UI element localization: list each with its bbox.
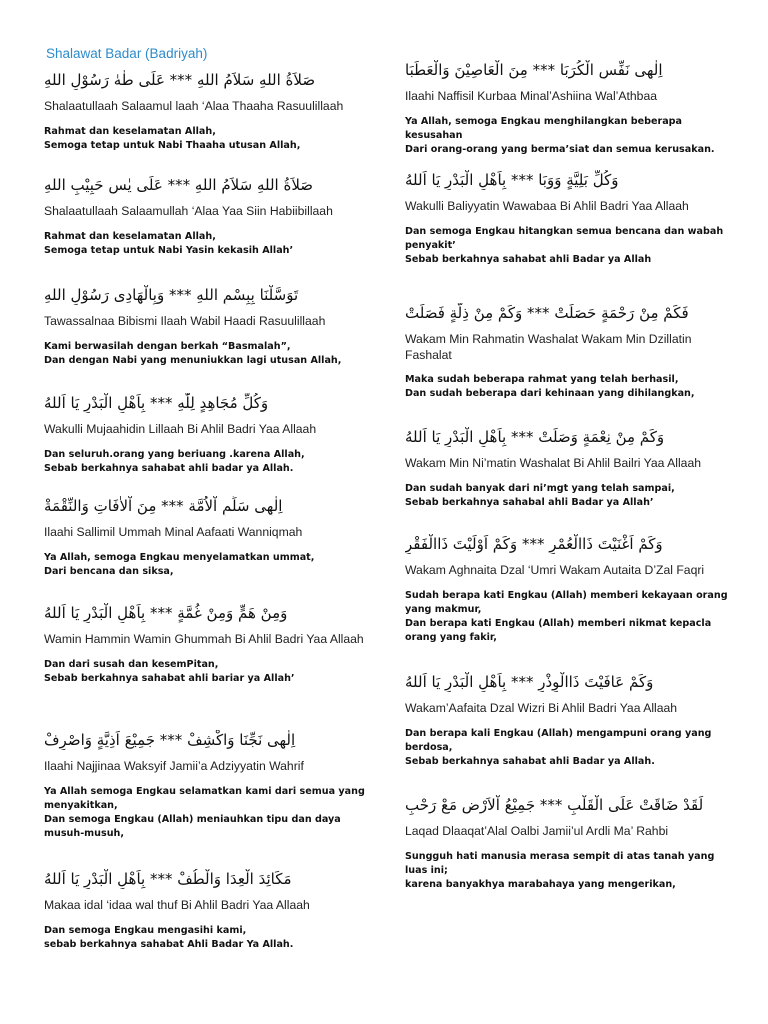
arabic-verse: صَلاَةُ اللهِ سَلاَمُ اللهِ *** عَلَى يٰس حَبِيْبِ اللهِ	[44, 176, 314, 194]
latin-transliteration: Wakam Min Rahmatin Washalat Wakam Min Dzillatin Fashalat	[405, 332, 692, 362]
arabic-verse: صَلاَةُ اللهِ سَلاَمُ اللهِ *** عَلَى طٰهٰ رَسُوْلِ اللهِ	[44, 71, 316, 89]
arabic-verse: وَكُلِّ مُجَاهِدٍ لِلّٰهِ *** بِاَهْلِ الْبَدْرِ يَا اَللهُ	[44, 394, 269, 412]
latin-transliteration: Wakam Aghnaita Dzal ‘Umri Wakam Autaita D’Zal Faqri	[405, 563, 705, 577]
latin-transliteration: Wakam’Aafaita Dzal Wizri Bi Ahlil Badri Yaa Allaah	[405, 701, 678, 715]
verse-block	[44, 70, 374, 153]
verse-block	[405, 60, 735, 157]
verse-block	[405, 795, 735, 892]
translation-text: Dan dari susah dan kesemPitan, Sebab berkahnya sahabat ahli bariar ya Allah’	[44, 658, 295, 684]
verse-block	[44, 730, 374, 841]
document-title: Shalawat Badar (Badriyah)	[46, 46, 208, 61]
translation-text: Dan semoga Engkau mengasihi kami, sebab berkahnya sahabat Ahli Badar Ya Allah.	[44, 924, 294, 950]
arabic-verse: تَوَسَّلْنَا بِبِسْمِ اللهِ *** وَبِالْهَادِى رَسُوْلِ اللهِ	[44, 286, 299, 304]
latin-transliteration: Wakulli Mujaahidin Lillaah Bi Ahlil Badri Yaa Allaah	[44, 422, 317, 436]
translation-text: Ya Allah semoga Engkau selamatkan kami dari semua yang menyakitkan, Dan semoga Engkau (Allah) meniauhkan tipu dan daya musuh-musuh,	[44, 785, 365, 839]
translation-text: Maka sudah beberapa rahmat yang telah berhasil, Dan sudah beberapa dari kehinaan yang dihilangkan,	[405, 374, 695, 399]
latin-transliteration: Ilaahi Naffisil Kurbaa Minal’Ashiina Wal’Athbaa	[405, 89, 658, 103]
arabic-verse: اِلٰهِى سَلِّمِ اْلاُمَّة *** مِنَ اْلاٰفَاتِ وَالنِّقْمَةْ	[44, 497, 283, 515]
verse-block	[405, 170, 735, 267]
translation-text: Rahmat dan keselamatan Allah, Semoga tetap untuk Nabi Thaaha utusan Allah,	[44, 125, 301, 151]
latin-transliteration: Ilaahi Sallimil Ummah Minal Aafaati Wanniqmah	[44, 525, 303, 539]
verse-block	[44, 175, 374, 258]
latin-transliteration: Laqad Dlaaqat’Alal Oalbi Jamii’ul Ardli Ma’ Rahbi	[405, 824, 669, 838]
translation-text: Sudah berapa kati Engkau (Allah) memberi kekayaan orang yang makmur, Dan berapa kati Engkau (Allah) memberi nikmat kepacla orang yang fakir,	[405, 589, 728, 643]
translation-text: Dan semoga Engkau hitangkan semua bencana dan wabah penyakit’ Sebab berkahnya sahabat ahli Badar ya Allah	[405, 225, 724, 265]
arabic-verse: وَكَمْ اَغْنَيْتَ ذَاالْعُمْرِ *** وَكَمْ اَوْلَيْتَ ذَاالْفَقْرِ	[405, 535, 663, 553]
translation-text: Sungguh hati manusia merasa sempit di atas tanah yang luas ini; karena banyakhya marabahaya yang mengerikan,	[405, 850, 715, 890]
arabic-verse: لَقَدْ ضَاقَتْ عَلَى الْقَلْبِ *** جَمِيْعُ اْلاَرْضِ مَعْ رَحْبِ	[405, 796, 704, 814]
translation-text: Dan berapa kali Engkau (Allah) mengampuni orang yang berdosa, Sebab berkahnya sahabat ahli Badar ya Allah.	[405, 727, 712, 767]
latin-transliteration: Tawassalnaa Bibismi Ilaah Wabil Haadi Rasuulillaah	[44, 314, 326, 328]
latin-transliteration: Makaa idal ‘idaa wal thuf Bi Ahlil Badri Yaa Allaah	[44, 898, 310, 912]
latin-transliteration: Ilaahi Najjinaa Waksyif Jamii’a Adziyyatin Wahrif	[44, 759, 304, 773]
verse-block	[405, 303, 735, 401]
translation-text: Dan seluruh.orang yang beriuang .karena Allah, Sebab berkahnya sahabat ahli badar ya Allah.	[44, 448, 305, 474]
translation-text: Dan sudah banyak dari ni’mgt yang telah sampai, Sebab berkahnya sahabal ahli Badar ya Allah’	[405, 482, 675, 508]
verse-block	[44, 285, 374, 368]
latin-transliteration: Wakulli Baliyyatin Wawabaa Bi Ahlil Badri Yaa Allaah	[405, 199, 689, 213]
arabic-verse: اِلٰهِى نَفِّسِ الْكُرَبَا *** مِنَ الْعَاصِيْنَ وَالْعَطَبَا	[405, 61, 663, 79]
verse-block	[405, 534, 735, 645]
latin-transliteration: Shalaatullaah Salaamul laah ‘Alaa Thaaha Rasuulillaah	[44, 99, 344, 113]
arabic-verse: وَكَمْ عَافَيْتَ ذَاالْوِذْرِ *** بِاَهْلِ الْبَدْرِ يَا اَللهُ	[405, 673, 654, 691]
latin-transliteration: Wamin Hammin Wamin Ghummah Bi Ahlil Badri Yaa Allaah	[44, 632, 364, 646]
translation-text: Ya Allah, semoga Engkau menyelamatkan ummat, Dari bencana dan siksa,	[44, 551, 315, 577]
arabic-verse: مَكَائِدَ الْعِدَا وَالْطُفْ *** بِاَهْلِ الْبَدْرِ يَا اَللهُ	[44, 870, 292, 888]
translation-text: Ya Allah, semoga Engkau menghilangkan beberapa kesusahan Dari orang-orang yang berma’siat dan semua kerusakan.	[405, 115, 715, 155]
latin-transliteration: Shalaatullaah Salaamullah ‘Alaa Yaa Siin Habiibillaah	[44, 204, 333, 218]
verse-block	[44, 869, 374, 952]
verse-block	[405, 672, 735, 769]
arabic-verse: وَمِنْ هَمٍّ وَمِنْ غُمَّةٍ *** بِاَهْلِ الْبَدْرِ يَا اَللهُ	[44, 604, 288, 622]
translation-text: Rahmat dan keselamatan Allah, Semoga tetap untuk Nabi Yasin kekasih Allah’	[44, 230, 294, 256]
latin-transliteration: Wakam Min Ni’matin Washalat Bi Ahlil Bailri Yaa Allaah	[405, 456, 701, 470]
arabic-verse: وَكُلِّ بَلِيَّةٍ وَوَبَا *** بِاَهْلِ الْبَدْرِ يَا اَللهُ	[405, 171, 619, 189]
translation-text: Kami berwasilah dengan berkah “Basmalah”, Dan dengan Nabi yang menuniukkan lagi utusan Allah,	[44, 340, 342, 366]
verse-block	[405, 427, 735, 510]
verse-block	[44, 393, 374, 476]
arabic-verse: وَكَمْ مِنْ نِعْمَةٍ وَصَلَتْ *** بِاَهْلِ الْبَدْرِ يَا اَللهُ	[405, 428, 665, 446]
verse-block	[44, 496, 374, 579]
arabic-verse: اِلٰهِى نَجِّنَا وَاكْشِفْ *** جَمِيْعَ اَذِيَّةٍ وَاصْرِفْ	[44, 731, 296, 749]
verse-block	[44, 603, 374, 686]
arabic-verse: فَكَمْ مِنْ رَحْمَةٍ حَصَلَتْ *** وَكَمْ مِنْ ذِلَّةٍ فَصَلَتْ	[405, 304, 689, 322]
